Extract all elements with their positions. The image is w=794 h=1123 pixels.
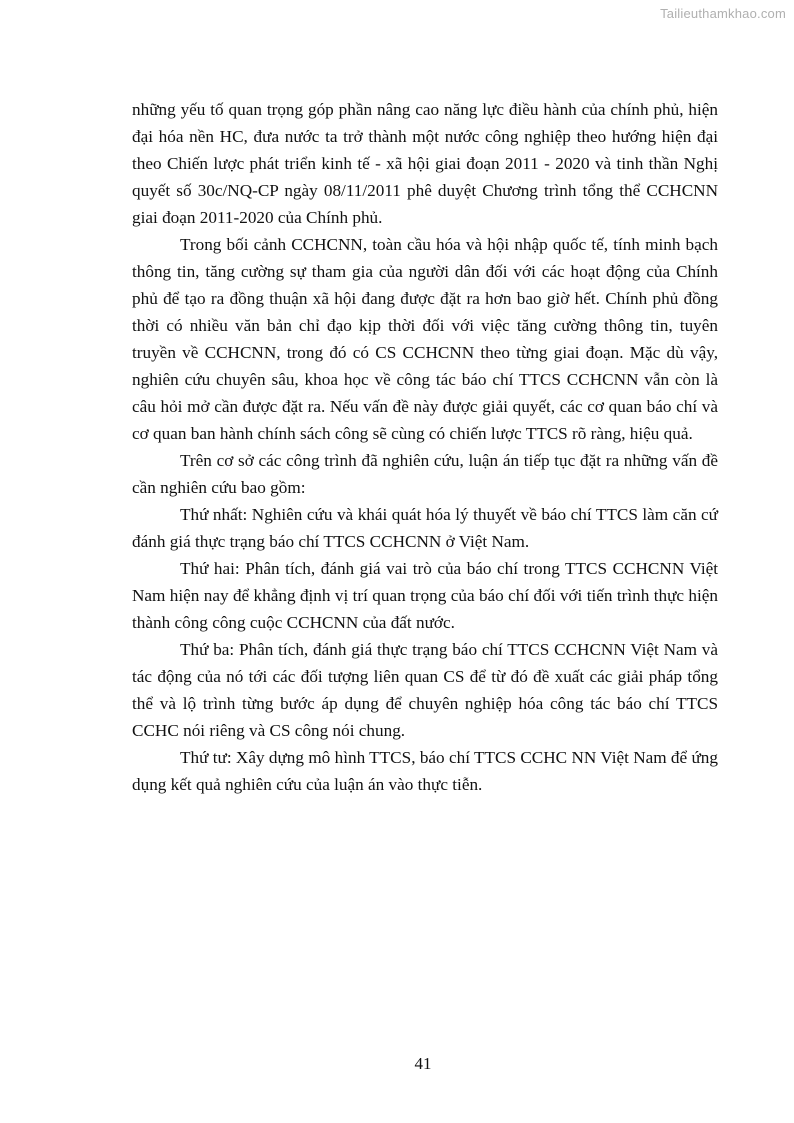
paragraph-first-issue: Thứ nhất: Nghiên cứu và khái quát hóa lý thuyết về báo chí TTCS làm căn cứ đánh giá thực trạng báo chí TTCS CCHCNN ở Việt Nam. — [132, 505, 718, 551]
paragraph-continuation: những yếu tố quan trọng góp phần nâng cao năng lực điều hành của chính phủ, hiện đại hóa nền HC, đưa nước ta trở thành một nước công nghiệp theo hướng hiện đại theo Chiến lược phát triển kinh tế - xã hội giai đoạn 2011 - 2020 và tinh thần Nghị quyết số 30c/NQ-CP ngày 08/11/2011 phê duyệt Chương trình tổng thể CCHCNN giai đoạn 2011-2020 của Chính phủ. — [132, 100, 718, 227]
paragraph-research-issues-intro: Trên cơ sở các công trình đã nghiên cứu, luận án tiếp tục đặt ra những vấn đề cần nghiên cứu bao gồm: — [132, 451, 718, 497]
paragraph-context: Trong bối cảnh CCHCNN, toàn cầu hóa và hội nhập quốc tế, tính minh bạch thông tin, tăng cường sự tham gia của người dân đối với các hoạt động của Chính phủ để tạo ra đồng thuận xã hội đang được đặt ra hơn bao giờ hết. Chính phủ đồng thời có nhiều văn bản chỉ đạo kịp thời đối với việc tăng cường thông tin, tuyên truyền về CCHCNN, trong đó có CS CCHCNN theo từng giai đoạn. Mặc dù vậy, nghiên cứu chuyên sâu, khoa học về công tác báo chí TTCS CCHCNN vẫn còn là câu hỏi mở cần được đặt ra. Nếu vấn đề này được giải quyết, các cơ quan báo chí và cơ quan ban hành chính sách công sẽ cùng có chiến lược TTCS rõ ràng, hiệu quả. — [132, 235, 718, 443]
paragraph-second-issue: Thứ hai: Phân tích, đánh giá vai trò của báo chí trong TTCS CCHCNN Việt Nam hiện nay để khẳng định vị trí quan trọng của báo chí đối với tiến trình thực hiện thành công công cuộc CCHCNN của đất nước. — [132, 559, 718, 632]
document-body — [132, 96, 718, 798]
paragraph-third-issue: Thứ ba: Phân tích, đánh giá thực trạng báo chí TTCS CCHCNN Việt Nam và tác động của nó tới các đối tượng liên quan CS để từ đó đề xuất các giải pháp tổng thể và lộ trình từng bước áp dụng để chuyên nghiệp hóa công tác báo chí TTCS CCHC nói riêng và CS công nói chung. — [132, 640, 718, 740]
watermark: Tailieuthamkhao.com — [660, 6, 786, 21]
page-number: 41 — [414, 1054, 432, 1073]
paragraph-fourth-issue: Thứ tư: Xây dựng mô hình TTCS, báo chí TTCS CCHC NN Việt Nam để ứng dụng kết quả nghiên cứu của luận án vào thực tiễn. — [132, 748, 718, 794]
